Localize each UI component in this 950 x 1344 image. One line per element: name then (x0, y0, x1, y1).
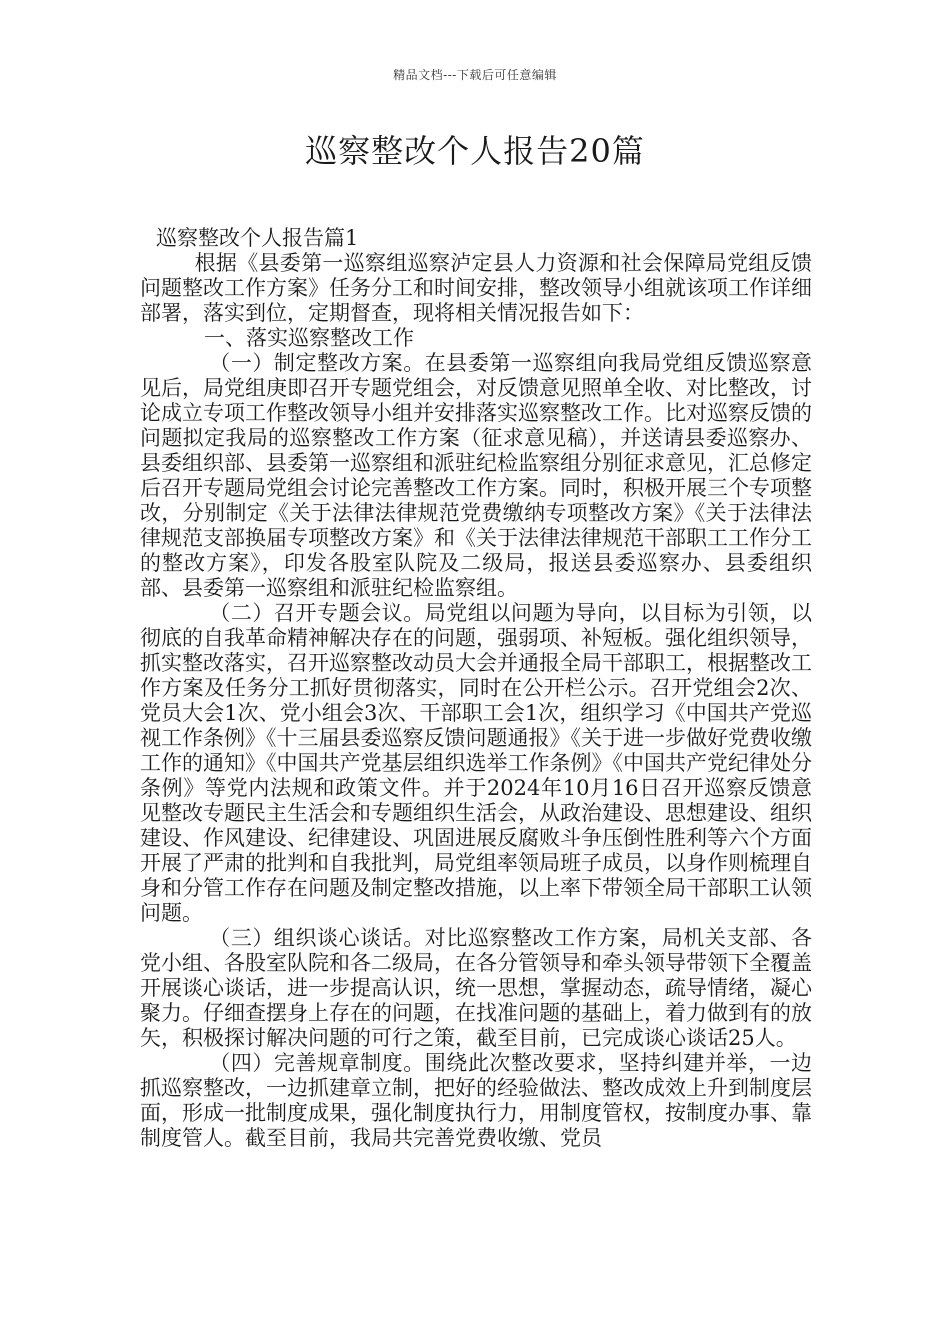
paragraph-4: （四）完善规章制度。围绕此次整改要求，坚持纠建并举，一边抓巡察整改，一边抓建章立制，把好的经验做法、整改成效上升到制度层面，形成一批制度成果，强化制度执行力，用制度管权，按制度办事、靠制度管人。截至目前，我局共完善党费收缴、党员 (140, 1051, 812, 1150)
paragraph-2: （二）召开专题会议。局党组以问题为导向，以目标为引领，以彻底的自我革命精神解决存在的问题，强弱项、补短板。强化组织领导，抓实整改落实，召开巡察整改动员大会并通报全局干部职工，根据整改工作方案及任务分工抓好贯彻落实，同时在公开栏公示。召开党组会2次、党员大会1次、党小组会3次、干部职工会1次，组织学习《中国共产党巡视工作条例》《十三届县委巡察反馈问题通报》《关于进一步做好党费收缴工作的通知》《中国共产党基层组织选举工作条例》《中国共产党纪律处分条例》等党内法规和政策文件。并于2024年10月16日召开巡察反馈意见整改专题民主生活会和专题组织生活会，从政治建设、思想建设、组织建设、作风建设、纪律建设、巩固进展反腐败斗争压倒性胜利等六个方面开展了严肃的批判和自我批判，局党组率领局班子成员，以身作则梳理自身和分管工作存在问题及制定整改措施，以上率下带领全局干部职工认领问题。 (140, 601, 812, 925)
document-body (140, 226, 812, 1151)
document-title: 巡察整改个人报告20篇 (305, 132, 645, 170)
paragraph-1: （一）制定整改方案。在县委第一巡察组向我局党组反馈巡察意见后，局党组庚即召开专题党组会，对反馈意见照单全收、对比整改，讨论成立专项工作整改领导小组并安排落实巡察整改工作。比对巡察反馈的问题拟定我局的巡察整改工作方案（征求意见稿），并送请县委巡察办、县委组织部、县委第一巡察组和派驻纪检监察组分别征求意见，汇总修定后召开专题局党组会讨论完善整改工作方案。同时，积极开展三个专项整改，分别制定《关于法律法律规范党费缴纳专项整改方案》《关于法律法律规范支部换届专项整改方案》和《关于法律法律规范干部职工工作分工的整改方案》，印发各股室队院及二级局，报送县委巡察办、县委组织部、县委第一巡察组和派驻纪检监察组。 (140, 351, 812, 600)
section-heading: 一、落实巡察整改工作 (204, 326, 414, 350)
page-header-note: 精品文档---下载后可任意编辑 (393, 68, 557, 82)
intro-paragraph: 根据《县委第一巡察组巡察泸定县人力资源和社会保障局党组反馈问题整改工作方案》任务分工和时间安排，整改领导小组就该项工作详细部署，落实到位，定期督查，现将相关情况报告如下： (140, 251, 812, 325)
paragraph-3: （三）组织谈心谈话。对比巡察整改工作方案，局机关支部、各党小组、各股室队院和各二级局，在各分管领导和牵头领导带领下全覆盖开展谈心谈话，进一步提高认识，统一思想，掌握动态，疏导情绪，凝心聚力。仔细查摆身上存在的问题，在找准问题的基础上，着力做到有的放矢，积极探讨解决问题的可行之策，截至目前，已完成谈心谈话25人。 (140, 926, 812, 1050)
section-label: 巡察整改个人报告篇1 (156, 226, 359, 250)
